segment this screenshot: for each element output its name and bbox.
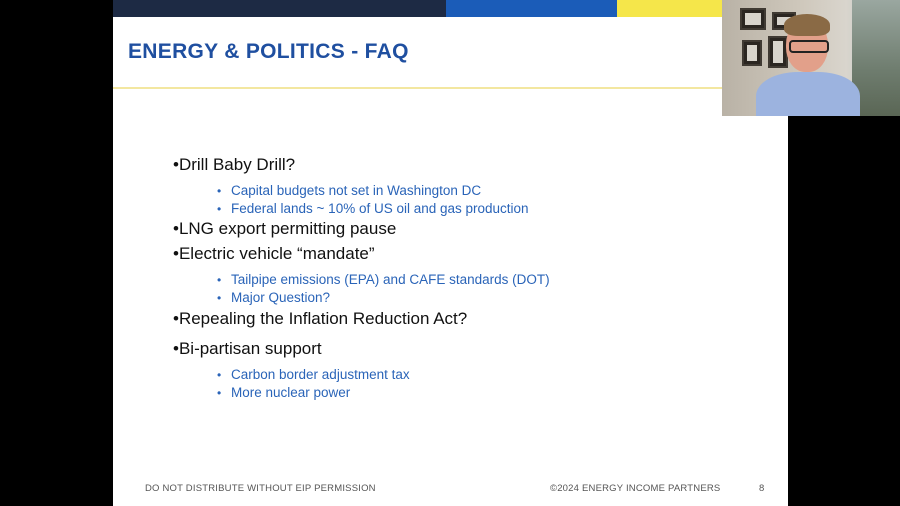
bullet-list (173, 154, 550, 402)
sub-bullet (217, 366, 550, 384)
footer-disclaimer: DO NOT DISTRIBUTE WITHOUT EIP PERMISSION (145, 483, 376, 494)
header-bar-blue (446, 0, 617, 17)
bullet-ira: •Repealing the Inflation Reduction Act? (173, 309, 468, 328)
sub-bullet-text: Capital budgets not set in Washington DC (231, 183, 482, 198)
presenter-shirt (756, 72, 860, 116)
slide-title: ENERGY & POLITICS - FAQ (128, 40, 409, 63)
presenter-hair (784, 14, 830, 36)
presenter-glasses (789, 40, 829, 53)
sub-bullet (217, 182, 550, 200)
sub-bullet-text: Carbon border adjustment tax (231, 367, 410, 382)
sub-bullet-text: More nuclear power (231, 385, 351, 400)
bullet-dot: • (217, 368, 222, 382)
presentation-slide (113, 0, 788, 506)
sub-bullet-text: Federal lands ~ 10% of US oil and gas production (231, 201, 529, 216)
webcam-video-feed (722, 0, 900, 116)
bullet-ev: •Electric vehicle “mandate” (173, 244, 375, 263)
wall-picture-frame (740, 8, 766, 30)
bullet-lng: •LNG export permitting pause (173, 219, 397, 238)
sub-bullet-text: Major Question? (231, 290, 331, 305)
bullet-dot: • (217, 291, 222, 305)
footer-copyright: ©2024 ENERGY INCOME PARTNERS (550, 483, 721, 494)
sub-bullet (217, 384, 550, 402)
bullet-dot: • (217, 202, 222, 216)
sub-bullet (217, 200, 550, 218)
header-bar-navy (113, 0, 446, 17)
sub-bullet (217, 289, 550, 307)
bullet-drill: •Drill Baby Drill? (173, 155, 296, 174)
sub-bullet-text: Tailpipe emissions (EPA) and CAFE standards (DOT) (231, 272, 550, 287)
title-divider (113, 87, 788, 89)
bullet-bipartisan: •Bi-partisan support (173, 339, 322, 358)
bullet-dot: • (217, 386, 222, 400)
bullet-dot: • (217, 184, 222, 198)
page-number: 8 (759, 483, 765, 494)
wall-picture-frame (768, 36, 788, 68)
bullet-dot: • (217, 273, 222, 287)
wall-picture-frame (742, 40, 762, 66)
sub-bullet (217, 271, 550, 289)
